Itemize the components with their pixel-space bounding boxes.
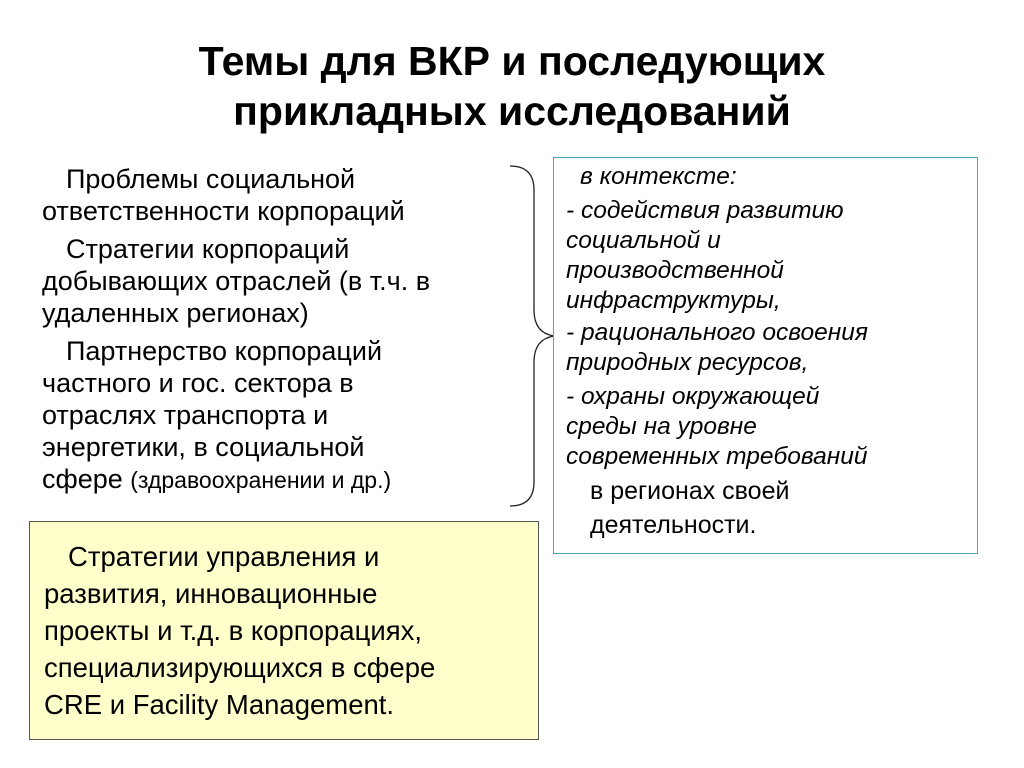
topic-3-line-5 [42,463,542,496]
topic-item-2 [42,233,542,329]
topic-1-line-2: ответственности корпораций [42,196,405,226]
context-line-5: - рационального освоения [566,319,868,346]
topic-2-line-3: удаленных регионах) [42,298,309,328]
context-box [553,157,978,554]
topic-3-line-1: Партнерство корпораций [66,336,383,366]
highlight-text [44,538,435,723]
context-line-3: производственной [566,257,784,284]
topic-3-line-2: частного и гос. сектора в [42,368,354,398]
highlight-line-4: специализирующихся в сфере [44,652,436,683]
topic-item-1 [42,163,542,227]
topic-2-line-2: добывающих отраслей (в т.ч. в [42,266,431,296]
title-line-2: прикладных исследований [233,88,791,134]
highlight-box [29,521,539,740]
topic-1-line-1: Проблемы социальной [66,164,356,194]
context-tail-line-1: в регионах своей [590,477,790,505]
highlight-line-5: CRE и Facility Management. [44,689,395,720]
context-line-6: природных ресурсов, [566,349,809,376]
context-line-1: - содействия развитию [566,197,844,224]
context-line-7: - охраны окружающей [566,383,820,410]
topic-3-line-3: отраслях транспорта и [42,400,329,430]
topic-2-line-1: Стратегии корпораций [66,234,350,264]
context-line-9: современных требований [566,443,868,470]
title-line-1: Темы для ВКР и последующих [198,38,826,84]
highlight-line-3: проекты и т.д. в корпорациях, [44,615,422,646]
context-heading: в контексте: [580,163,737,190]
topic-3-last-main: сфере [42,464,131,494]
context-line-8: среды на уровне [566,413,757,440]
context-tail-line-2: деятельности. [590,511,757,539]
page-title [60,36,964,136]
context-line-2: социальной и [566,227,721,254]
context-line-4: инфраструктуры, [566,287,781,314]
topics-list [42,163,542,502]
topic-3-last-small: (здравоохранении и др.) [130,467,392,493]
highlight-line-1: Стратегии управления и [68,541,380,572]
topic-3-line-4: энергетики, в социальной [42,432,365,462]
curly-brace-icon [508,160,556,510]
highlight-line-2: развития, инновационные [44,578,378,609]
topic-item-3 [42,335,542,496]
